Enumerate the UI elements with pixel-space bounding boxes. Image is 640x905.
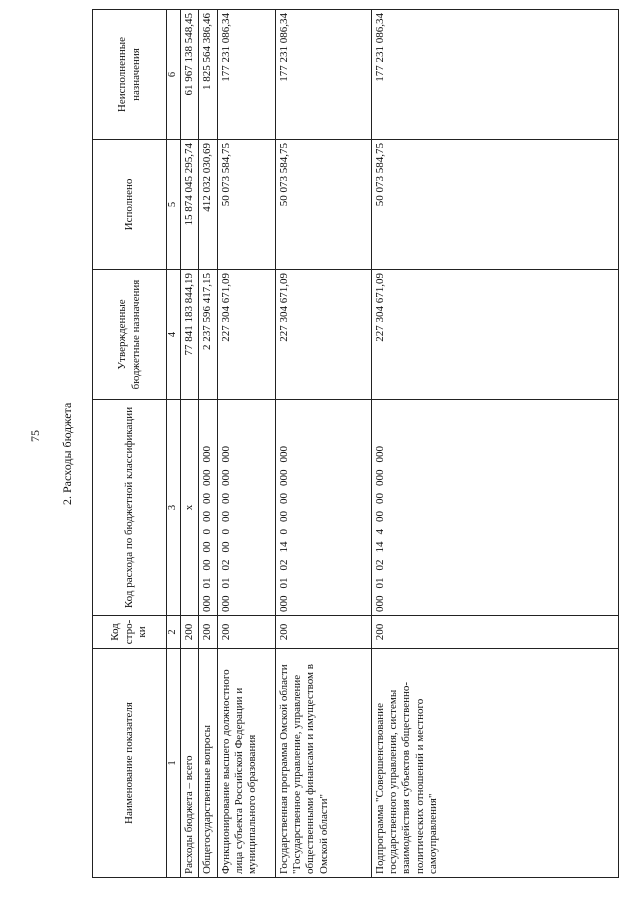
class-code-part: 02	[277, 559, 290, 571]
row-approved: 227 304 671,09	[217, 270, 275, 400]
class-code-part: 01	[219, 577, 232, 589]
class-code-part: 000	[277, 595, 290, 612]
column-number: 3	[167, 400, 181, 616]
class-code-part: 01	[201, 577, 214, 589]
class-code-part: 000	[201, 469, 214, 486]
row-unexecuted: 177 231 086,34	[371, 10, 618, 140]
row-line-code: 200	[275, 616, 371, 649]
class-code-part: 000	[373, 469, 386, 486]
row-name: Функционирование высшего должностного лица субъекта Российской Федерации и муниципального образования	[217, 649, 275, 878]
row-name: Государственная программа Омской области "Государственное управление, управление общественными финансами и имуществом в Омской области"	[275, 649, 371, 878]
table-body	[180, 10, 618, 878]
class-code-part: 00	[201, 541, 214, 553]
budget-expenses-table	[92, 9, 619, 878]
class-code-part: 02	[373, 559, 386, 571]
class-code-part: 000	[277, 446, 290, 463]
class-code-part: 00	[201, 559, 214, 571]
class-code-part: 000	[373, 446, 386, 463]
row-unexecuted: 177 231 086,34	[275, 10, 371, 140]
row-executed: 50 073 584,75	[371, 140, 618, 270]
header-class-code: Код расхода по бюджетной классификации	[93, 400, 167, 616]
class-code-part: 000	[201, 446, 214, 463]
row-approved: 77 841 183 844,19	[180, 270, 198, 400]
column-number: 1	[167, 649, 181, 878]
class-code-part: 14	[277, 541, 290, 553]
table-row	[275, 10, 371, 878]
class-code-part: 01	[277, 577, 290, 589]
class-code-part: 000	[219, 469, 232, 486]
column-number: 2	[167, 616, 181, 649]
class-code-part: 02	[219, 559, 232, 571]
row-unexecuted: 177 231 086,34	[217, 10, 275, 140]
class-code-part: 0	[219, 529, 232, 535]
column-number-row	[167, 10, 181, 878]
header-unexecuted: Неисполненные назначения	[93, 10, 167, 140]
class-code-part: 00	[219, 493, 232, 504]
class-code-part: 000	[373, 595, 386, 612]
class-code-part: 000	[219, 446, 232, 463]
page-number: 75	[28, 430, 42, 442]
class-code-part: 00	[277, 511, 290, 522]
row-approved: 227 304 671,09	[371, 270, 618, 400]
class-code-part: 00	[219, 541, 232, 553]
class-code-part: 00	[277, 493, 290, 504]
table-row	[180, 10, 198, 878]
column-number: 4	[167, 270, 181, 400]
table-row	[371, 10, 618, 878]
row-executed: 50 073 584,75	[217, 140, 275, 270]
row-unexecuted: 1 825 564 386,46	[199, 10, 217, 140]
row-name: Расходы бюджета – всего	[180, 649, 198, 878]
class-code-part: 00	[201, 493, 214, 504]
class-code-part: 0	[201, 529, 214, 535]
section-title: 2. Расходы бюджета	[60, 402, 74, 505]
header-name: Наименование показателя	[93, 649, 167, 878]
row-executed: 50 073 584,75	[275, 140, 371, 270]
row-class-code	[217, 400, 275, 616]
row-executed: 412 032 030,69	[199, 140, 217, 270]
class-code-part: 00	[373, 493, 386, 504]
row-unexecuted: 61 967 138 548,45	[180, 10, 198, 140]
header-line-code: Код стро-ки	[93, 616, 167, 649]
table-row	[199, 10, 217, 878]
header-executed: Исполнено	[93, 140, 167, 270]
row-approved: 227 304 671,09	[275, 270, 371, 400]
row-class-code	[180, 400, 198, 616]
table-row	[217, 10, 275, 878]
row-approved: 2 237 596 417,15	[199, 270, 217, 400]
class-code-part: 14	[373, 541, 386, 553]
column-number: 5	[167, 140, 181, 270]
row-class-code	[275, 400, 371, 616]
class-code-part: 01	[373, 577, 386, 589]
class-code-part: 000	[219, 595, 232, 612]
row-line-code: 200	[217, 616, 275, 649]
row-class-code	[371, 400, 618, 616]
class-code-part: 00	[201, 511, 214, 522]
header-approved: Утвержденные бюджетные назначения	[93, 270, 167, 400]
column-number: 6	[167, 10, 181, 140]
class-code-part: 00	[219, 511, 232, 522]
class-code-part: 00	[373, 511, 386, 522]
class-code-part: 000	[277, 469, 290, 486]
class-code-part: 0	[277, 529, 290, 535]
row-name: Общегосударственные вопросы	[199, 649, 217, 878]
row-executed: 15 874 045 295,74	[180, 140, 198, 270]
class-code-part: 4	[373, 529, 386, 535]
budget-expenses-table-container	[92, 10, 619, 878]
row-name: Подпрограмма "Совершенствование государственного управления, системы взаимодействия субъектов общественно-политических отношений и местного самоуправления"	[371, 649, 618, 878]
row-line-code: 200	[180, 616, 198, 649]
class-code-part: x	[182, 504, 195, 511]
header-row	[93, 10, 167, 878]
row-class-code	[199, 400, 217, 616]
class-code-part: 000	[201, 595, 214, 612]
row-line-code: 200	[371, 616, 618, 649]
row-line-code: 200	[199, 616, 217, 649]
